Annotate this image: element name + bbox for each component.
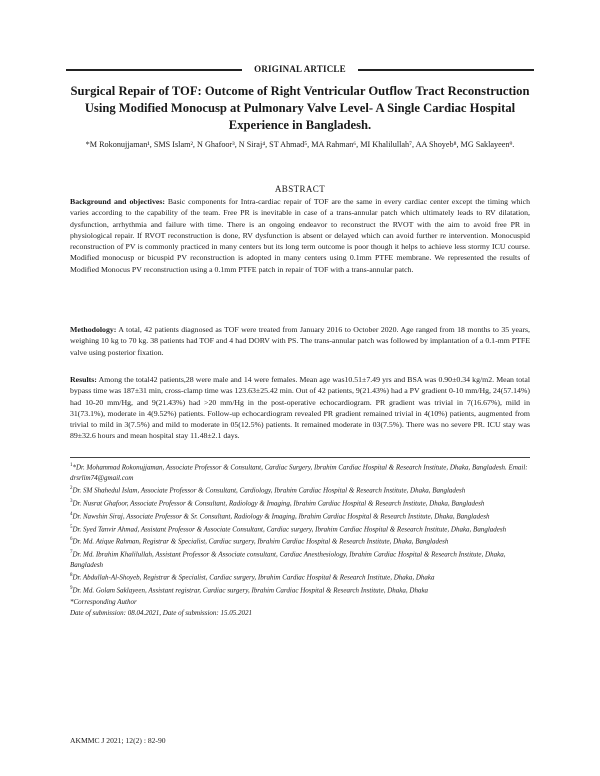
abstract-methodology	[70, 324, 530, 358]
footnote-item: $^9$Dr. Md. Golam Saklayeen, Assistant registrar, Cardiac surgery, Ibrahim Cardiac Hospital & Research Institute, Dhaka, Dhaka	[70, 586, 429, 595]
footnote-divider	[70, 457, 530, 458]
banner-rule-left	[66, 69, 242, 71]
abstract-heading: ABSTRACT	[274, 184, 326, 194]
article-type-banner	[66, 62, 534, 76]
footnote-item: $^3$Dr. Nusrat Ghafoor, Associate Professor & Consultant, Radiology & Imaging, Ibrahim Cardiac Hospital & Research Institute, Dhaka, Bangladesh	[70, 498, 485, 508]
methodology-label: Methodology:	[70, 325, 117, 334]
submission-dates: Date of submission: 08.04.2021, Date of submission: 15.05.2021	[70, 609, 252, 618]
footnote-item: $^2$Dr. SM Shahedul Islam, Associate Professor & Consultant, Cardiology, Ibrahim Cardiac Hospital & Research Institute, Dhaka, Bangladesh	[70, 486, 466, 495]
affiliation-footnotes	[70, 461, 530, 620]
footnote-item: $^8$Dr. Abdullah-Al-Shoyeb, Registrar & Specialist, Cardiac surgery, Ibrahim Cardiac Hospital & Research Institute, Dhaka, Dhaka	[70, 573, 435, 582]
journal-citation: AKMMC J 2021; 12(2) : 82-90	[70, 736, 166, 745]
results-text: Among the total42 patients,28 were male and 14 were females. Mean age was10.51±7.49 yrs and BSA was 0.90±0.34 kg/m2. Mean total bypass time was 187±31 min, cross-clamp time was 123.63±25.42 min. Out of 42 patients, 9(21.43%) had a PV gradient 0-10 mm/Hg, 24(57.14%) had 10-20 mm/Hg, and 9(21.43%) had >20 mm/Hg in the post-operative echocardiogram. PR gradient was trivial in 7(16.67%), mild in 31(73.1%), moderate in 4(9.52%) patients. Follow-up echocardiogram revealed PR gradient remained trivial in 4(10%) patients, augmented from trivial to mild in 3(7.5%) and mild to moderate in 05(12.5%) patients. It remained moderate in 03(7.5%). There was no severe PR. ICU stay was 89±32.6 hours and mean hospital stay 11.48±2.1 days.	[70, 375, 530, 441]
background-label: Background and objectives:	[70, 197, 165, 206]
footnote-item: $^1$*Dr. Mohammad Rokonujjaman, Associate Professor & Consultant, Cardiac Surgery, Ibrahim Cardiac Hospital & Research Institute, Dhaka, Bangladesh. Email: drsrlim74@gmail.com	[70, 463, 528, 482]
footnote-item: $^5$Dr. Syed Tanvir Ahmad, Assistant Professor & Associate Consultant, Cardiac surgery, Ibrahim Cardiac Hospital & Research Institute, Dhaka, Bangladesh	[70, 524, 507, 533]
background-text: Basic components for Intra-cardiac repair of TOF are the same in every cardiac center except the timing which varies according to the capability of the team. Free PR is inevitable in case of a trans-annular patch which ultimately leads to RV dilatation, dysfunction, arrhythmia and failure with time. There is an ongoing endeavor to reconstruct the RVOT with the aim to avoid free PR in physiological repair. If RVOT reconstruction is done, RV dysfunction is absent or delayed which can avoid further re intervention. Monocuspid reconstruction of PV is commonly practiced in many centers but its long term outcome is poor though it helps to achieve less stormy ICU course. Modified monocusp or bicuspid PV reconstruction is adopted in many centers using 0.1mm PTFE membrane. We represented the results of Modified Monocus PV reconstruction using a 0.1mm PTFE patch in repair of TOF with a trans-annular patch.	[70, 197, 531, 274]
corresponding-author-note: *Corresponding Author	[70, 597, 137, 606]
author-list: *M Rokonujjaman¹, SMS Islam², N Ghafoor³, N Siraj⁴, ST Ahmad⁵, MA Rahman⁶, MI Khalilullah⁷, AA Shoyeb⁸, MG Saklayeen⁹.	[85, 140, 515, 149]
paper-title: Surgical Repair of TOF: Outcome of Right Ventricular Outflow Tract Reconstruction Using Modified Monocusp at Pulmonary Valve Level- A Single Cardiac Hospital Experience in Bangladesh.	[70, 84, 530, 132]
abstract-results	[70, 374, 530, 442]
methodology-text: A total, 42 patients diagnosed as TOF were treated from January 2016 to October 2020. Age ranged from 18 months to 35 years, weighing 10 kg to 70 kg. 38 patients had TOF and 4 had DORV with PS. The trans-annular patch was followed by implantation of a 0.1-mm PTFE valve using posterior fixation.	[70, 325, 530, 357]
footnote-item: $^7$Dr. Md. Ibrahim Khalilullah, Assistant Professor & Associate consultant, Cardiac Anesthesiology, Ibrahim Cardiac Hospital & Research Institute, Dhaka, Bangladesh	[70, 550, 506, 569]
footnote-item: $^4$Dr. Nawshin Siraj, Associate Professor & Sr. Consultant, Radiology & Imaging, Ibrahim Cardiac Hospital & Research Institute, Dhaka, Bangladesh	[70, 511, 490, 521]
banner-rule-right	[358, 69, 534, 71]
article-type-label: ORIGINAL ARTICLE	[254, 64, 346, 74]
footnote-item: $^6$Dr. Md. Atique Rahman, Registrar & Specialist, Cardiac surgery, Ibrahim Cardiac Hospital & Research Institute, Dhaka, Bangladesh	[70, 537, 449, 546]
abstract-background	[70, 196, 530, 275]
results-label: Results:	[70, 375, 97, 384]
